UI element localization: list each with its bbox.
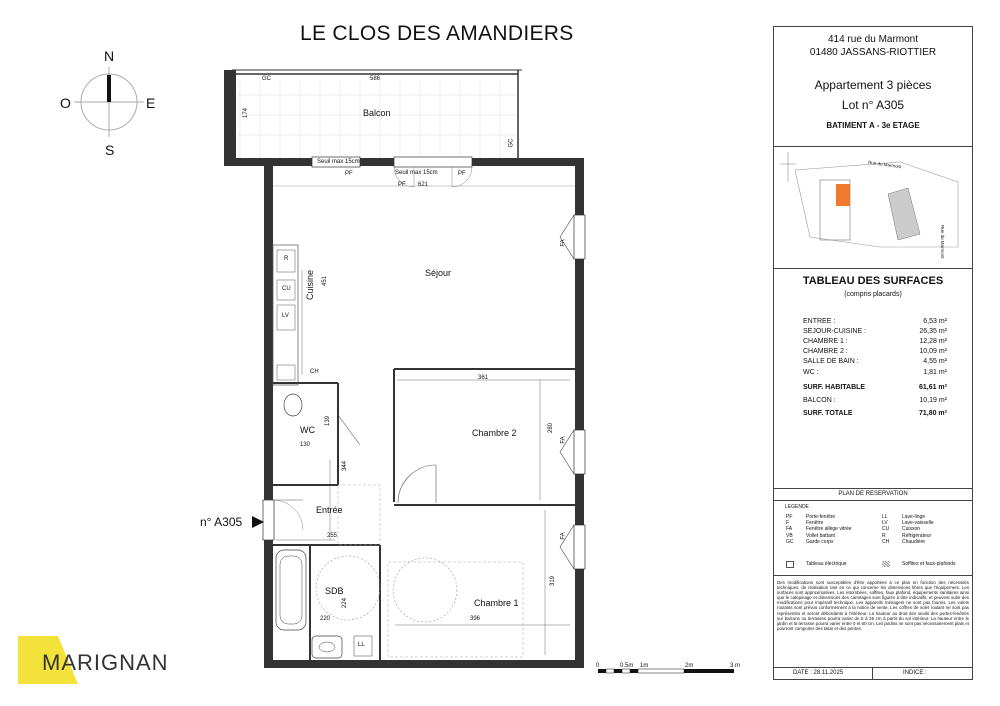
label-cu: CU	[282, 286, 291, 292]
label-ch: CH	[310, 369, 319, 375]
legend-code: LL	[882, 514, 888, 520]
surface-label: WC :	[803, 369, 819, 376]
divider	[773, 488, 973, 489]
batiment: BATIMENT A - 3e ETAGE	[826, 121, 920, 130]
dim-ch2-w: 361	[478, 375, 489, 381]
legend-text: Cuisson	[902, 526, 921, 533]
lot-number: Lot n° A305	[841, 98, 905, 112]
legend-text: Lave-vaisselle	[902, 520, 934, 527]
surface-label: CHAMBRE 1 :	[803, 338, 848, 345]
surface-value: 1,81 m²	[923, 369, 947, 376]
surface-label: SURF. HABITABLE	[803, 384, 866, 391]
surfaces-subtitle: (compris placards)	[844, 291, 902, 298]
room-cuisine: Cuisine	[305, 269, 315, 300]
label-ll: LL	[358, 642, 365, 648]
dim-ch2-h: 280	[548, 422, 555, 434]
dim-entree-w: 255	[327, 533, 338, 539]
divider	[773, 500, 973, 501]
address-line-1: 414 rue du Marmont	[827, 34, 919, 45]
surface-label: BALCON :	[803, 397, 836, 404]
room-entree: Entrée	[316, 505, 343, 515]
logo-text: MARIGNAN	[42, 650, 169, 675]
apartment-type: Appartement 3 pièces	[814, 78, 932, 92]
dim-sejour-w: 621	[418, 182, 429, 188]
surface-row	[803, 358, 947, 365]
surface-value: 6,53 m²	[923, 318, 947, 325]
label-lv: LV	[282, 313, 289, 319]
dim-entree-h: 344	[342, 460, 349, 472]
page-title: LE CLOS DES AMANDIERS	[300, 22, 574, 45]
surface-value: 26,35 m²	[919, 328, 947, 335]
legend-text: Lave-linge	[902, 514, 926, 520]
surface-row	[803, 348, 947, 355]
label-fa-3: FA	[560, 532, 567, 540]
scale-3: 3 m	[730, 663, 741, 669]
legend-text: Réfrigérateur	[902, 532, 932, 539]
surface-row	[803, 384, 947, 391]
entry-arrow-icon	[252, 516, 264, 528]
disclaimer-notes: Des modifications sont susceptibles d'être apportées à ce plan en fonction des nécessités techniques, de réalisation tant en ce qui concerne les dimensions libres que l'équipement. Les surfaces sont approximatives. Les retombées, soffites, faux plafond, équipements sanitaires ainsi que le calepinage et dimensions des carrelages sont figurés à titre indicatifs, et peuvent subir des modifications pour impératif technique. Les appareils ménagers ne sont pas fournis. Les volets roulants sont prévus conformément à la notice de vente. Les coffres de volet roulant ne sont pas représentés et seront débordants à l'intérieur. La hauteur au droit des seuils des portes-fenêtres sur balcons ou terrasses pourra varier de 5 à 35 cm à partir du sol intérieur. La hauteur entre le jardin et la terrasse pourra varier entre 0 et 60 cm. Les jardins ne sont pas nécessairement plats et pourront comporter des talus et des pentes.	[777, 580, 969, 631]
legend-code: GC	[786, 538, 794, 545]
legend-text: Fenêtre	[806, 520, 824, 527]
compass-north: N	[104, 48, 115, 64]
legend-code: FA	[786, 526, 793, 533]
scale-0: 0	[596, 663, 600, 669]
indice: INDICE :	[903, 670, 927, 676]
label-pf-3: PF	[458, 171, 466, 177]
surface-row	[803, 397, 947, 404]
surface-value: 10,09 m²	[919, 348, 947, 355]
legend-title: LEGENDE	[785, 504, 809, 510]
scale-2: 2m	[685, 663, 694, 669]
dim-wc-h: 139	[325, 415, 332, 427]
legend-text: Porte-fenêtre	[806, 514, 836, 520]
compass-south: S	[105, 142, 115, 158]
dim-sdb-w: 220	[320, 616, 331, 622]
dim-ch1-w: 396	[470, 616, 481, 622]
surface-label: CHAMBRE 2 :	[803, 348, 848, 355]
scale-05: 0.5m	[620, 663, 634, 669]
divider	[773, 146, 973, 147]
room-chambre2: Chambre 2	[472, 428, 517, 438]
date: DATE : 28.11.2025	[793, 670, 844, 676]
surface-value: 10,19 m²	[919, 397, 947, 404]
surface-label: SALLE DE BAIN :	[803, 358, 859, 365]
compass-east: E	[146, 95, 156, 111]
label-r: R	[284, 256, 289, 262]
label-fa-1: FA	[560, 239, 567, 247]
divider	[773, 575, 973, 576]
scale-bar	[596, 660, 746, 680]
scale-1: 1m	[640, 663, 649, 669]
dim-sdb-h: 224	[342, 597, 349, 609]
soffites-icon	[882, 561, 890, 567]
legend-text: Fenêtre allège vitrée	[806, 526, 852, 533]
address-line-2: 01480 JASSANS-RIOTTIER	[809, 47, 937, 58]
room-wc: WC	[300, 425, 315, 435]
surface-row	[803, 338, 947, 345]
legend-code: F	[786, 520, 790, 527]
legend-text: Garde corps	[806, 538, 834, 545]
label-fa-2: FA	[560, 436, 567, 444]
label-pf-1: PF	[345, 171, 353, 177]
plan-reservation: PLAN DE RESERVATION	[838, 491, 908, 497]
room-sdb: SDB	[325, 586, 344, 596]
legend-text: Vollet battant	[806, 532, 835, 539]
tableau-elec-icon	[786, 561, 794, 568]
room-sejour: Séjour	[425, 268, 452, 278]
label-seuil-2: Seuil max 15cm	[395, 170, 438, 176]
legend-code: LV	[882, 520, 888, 527]
surface-label: SEJOUR-CUISINE :	[803, 328, 867, 335]
surface-value: 61,61 m²	[918, 384, 947, 391]
legend-code: CU	[882, 526, 890, 533]
dim-wc-w: 130	[300, 442, 311, 448]
label-seuil-1: Seuil max 15cm	[317, 159, 360, 165]
surface-value: 4,55 m²	[923, 358, 947, 365]
surface-row	[803, 318, 947, 325]
surface-row	[803, 328, 947, 335]
surface-label: ENTREE :	[803, 318, 836, 325]
dim-balcon-w: 586	[370, 76, 381, 82]
legend-code: R	[882, 532, 886, 539]
surface-row	[803, 369, 947, 376]
legend-code: PF	[786, 514, 793, 520]
dim-cuisine-h: 451	[322, 275, 329, 287]
label-gc-1: GC	[262, 76, 271, 82]
legend-soffites: Soffites et faux-plafonds	[902, 561, 956, 567]
dim-ch1-h: 319	[550, 575, 557, 587]
surfaces-title: TABLEAU DES SURFACES	[802, 275, 944, 287]
surface-row	[803, 410, 947, 417]
map-street-1: Rue du Marmont	[867, 159, 902, 170]
label-gc-2: GC	[508, 138, 515, 148]
surface-label: SURF. TOTALE	[803, 410, 853, 417]
legend-code: CH	[882, 538, 890, 545]
legend-text: Chaudière	[902, 538, 926, 545]
room-chambre1: Chambre 1	[474, 598, 519, 608]
lot-label: n° A305	[200, 515, 243, 529]
legend-code: VB	[786, 532, 793, 539]
legend-tableau-elec: Tableau électrique	[806, 561, 847, 567]
surface-value: 71,80 m²	[918, 410, 947, 417]
room-balcon: Balcon	[363, 108, 391, 118]
compass-west: O	[60, 95, 71, 111]
surface-value: 12,28 m²	[919, 338, 947, 345]
divider	[773, 268, 973, 269]
map-street-2: Rue du Marmont	[940, 225, 945, 259]
dim-balcon-h: 174	[243, 107, 250, 119]
label-pf-2: PF	[398, 182, 406, 188]
